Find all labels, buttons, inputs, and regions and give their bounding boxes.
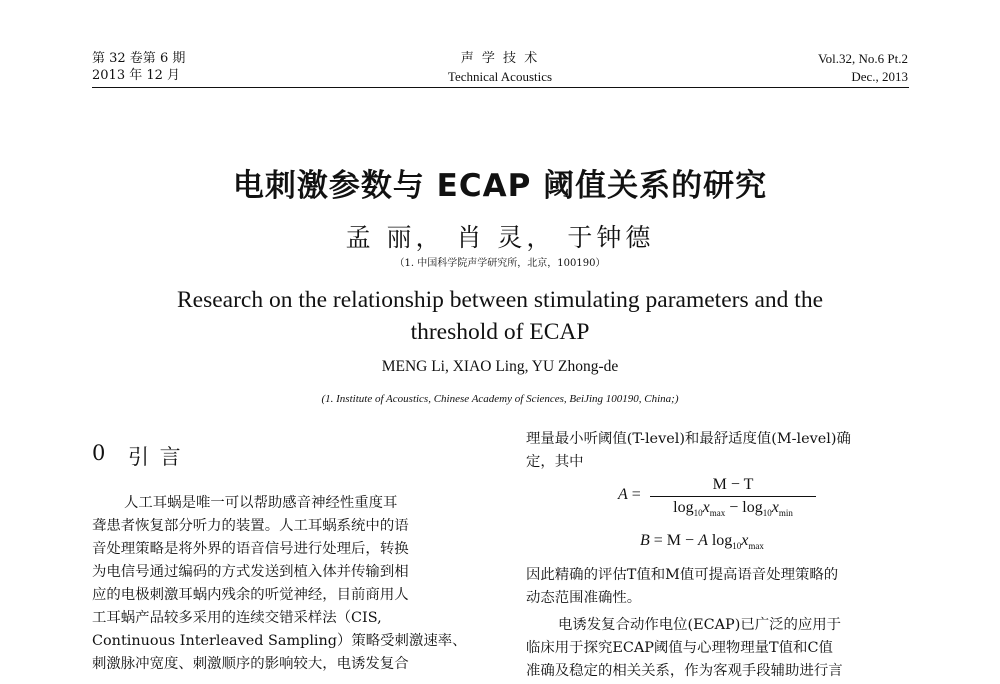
authors-cn: 孟 丽， 肖 灵， 于钟德 <box>345 223 655 252</box>
paper-title-cn: 电刺激参数与 ECAP 阈值关系的研究 <box>232 168 768 204</box>
equation-2: B = M − A $\log_{10}x_{max}$ <box>640 532 764 552</box>
left-paragraph-line: 应的电极刺激耳蜗内残余的听觉神经，目前商用人 <box>92 587 409 603</box>
right-paragraph-line: 定，其中 <box>526 454 584 470</box>
volume-issue-en: Vol.32, No.6 Pt.2 <box>817 51 908 66</box>
right-paragraph-line: 准确及稳定的相关关系，作为客观手段辅助进行言 <box>526 663 843 679</box>
left-paragraph-line: 人工耳蜗是唯一可以帮助感音神经性重度耳 <box>124 495 398 511</box>
paper-title-en-line1: Research on the relationship between stimulating parameters and the <box>176 287 824 313</box>
date-en: Dec., 2013 <box>851 69 908 84</box>
header-rule <box>92 87 909 88</box>
section-title: 引 言 <box>128 445 183 469</box>
affiliation-en: (1. Institute of Acoustics, Chinese Academy of Sciences, BeiJing 100190, China;) <box>321 393 679 405</box>
date-cn: 2013 年 12 月 <box>92 68 181 83</box>
eq1-numerator: M − T <box>650 476 816 497</box>
paper-title-en-line2: threshold of ECAP <box>410 319 590 345</box>
left-paragraph-line: Continuous Interleaved Sampling）策略受刺激速率、 <box>92 633 467 649</box>
journal-name-en: Technical Acoustics <box>447 69 553 84</box>
left-paragraph-line: 工耳蜗产品较多采用的连续交错采样法（CIS, <box>92 610 382 626</box>
eq1-denominator: $\log_{10}x_{max} - \log_{10}x_{min}$ <box>673 499 793 519</box>
affiliation-cn: （1. 中国科学院声学研究所，北京，100190） <box>394 258 606 269</box>
left-paragraph-line: 聋患者恢复部分听力的装置。人工耳蜗系统中的语 <box>92 518 409 534</box>
authors-en: MENG Li, XIAO Ling, YU Zhong-de <box>381 358 619 375</box>
left-paragraph-line: 音处理策略是将外界的语音信号进行处理后，转换 <box>92 541 409 557</box>
eq1-lhs: A <box>618 486 628 503</box>
section-number: 0 <box>92 441 108 465</box>
left-paragraph-line: 为电信号通过编码的方式发送到植入体并传输到相 <box>92 564 409 580</box>
right-paragraph-line: 动态范围准确性。 <box>526 590 642 606</box>
left-paragraph-line: 刺激脉冲宽度、刺激顺序的影响较大，电诱发复合 <box>92 656 409 672</box>
right-paragraph-line: 理量最小听阈值(T-level)和最舒适度值(M-level)确 <box>526 431 851 447</box>
journal-name-cn: 声 学 技 术 <box>460 51 540 66</box>
right-paragraph-line: 因此精确的评估T值和M值可提高语音处理策略的 <box>526 567 839 583</box>
equation-1: A = <box>618 486 641 503</box>
volume-issue-cn: 第 32 卷第 6 期 <box>92 51 186 66</box>
equation-1-fraction <box>650 476 816 518</box>
right-paragraph-line: 电诱发复合动作电位(ECAP)已广泛的应用于 <box>558 617 842 633</box>
right-paragraph-line: 临床用于探究ECAP阈值与心理物理量T值和C值 <box>526 640 833 656</box>
